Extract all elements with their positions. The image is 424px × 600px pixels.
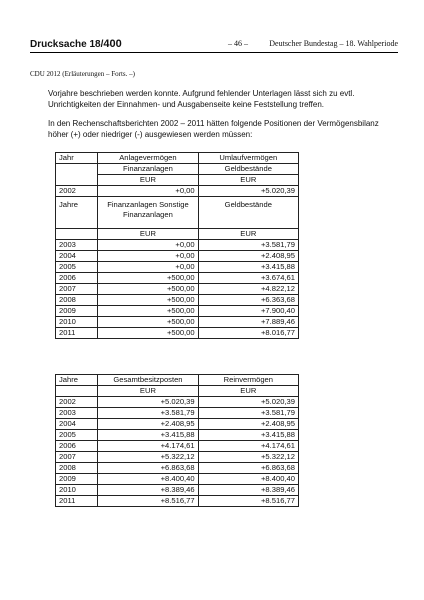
cell-year: 2007 [56,284,98,295]
cell-value: +500,00 [98,295,198,306]
cell-year: 2006 [56,441,98,452]
col-header-total-assets: Gesamtbesitzposten [98,375,198,386]
table-row [56,240,299,251]
table-header-row [56,229,299,240]
cell-value: +500,00 [98,306,198,317]
asset-table [55,152,299,339]
cell-year: 2010 [56,317,98,328]
unit-label: EUR [198,386,298,397]
cell-value: +5.020,39 [198,397,298,408]
cell-value: +8.016,77 [198,328,298,339]
cell-value: +4.174,61 [198,441,298,452]
col-header-net-assets: Reinvermögen [198,375,298,386]
cell-value: +0,00 [98,186,198,197]
table-row [56,474,299,485]
cell-value: +3.581,79 [198,240,298,251]
cell-value: +500,00 [98,273,198,284]
col-header-year: Jahr [56,153,98,164]
table-row [56,441,299,452]
col-subheader: Geldbestände [198,164,298,175]
cell-value: +500,00 [98,317,198,328]
table-header-row [56,386,299,397]
cell-year: 2007 [56,452,98,463]
cell-value: +7.889,46 [198,317,298,328]
cell-value: +3.674,61 [198,273,298,284]
cell-value: +5.020,39 [198,186,298,197]
cell-value: +8.389,46 [98,485,198,496]
table-row [56,419,299,430]
cell-value: +6.363,68 [198,295,298,306]
cell-value: +5.322,12 [98,452,198,463]
cell-value: +8.389,46 [198,485,298,496]
cell-year: 2009 [56,306,98,317]
blank-cell [56,164,98,175]
table-row [56,463,299,474]
unit-label: EUR [198,229,298,240]
cell-value: +3.415,88 [198,430,298,441]
table-row [56,262,299,273]
table-row [56,328,299,339]
table-header-row [56,197,299,229]
unit-label: EUR [198,175,298,186]
net-assets-table [55,374,299,507]
section-subheader: CDU 2012 (Erläuterungen – Forts. –) [30,70,135,78]
blank-cell [56,175,98,186]
table-row [56,284,299,295]
page-header [30,38,398,53]
col-header-year: Jahre [56,197,98,229]
cell-value: +4.174,61 [98,441,198,452]
col-header-current-assets: Umlaufvermögen [198,153,298,164]
table-row [56,273,299,284]
table-row [56,251,299,262]
cell-value: +2.408,95 [198,251,298,262]
cell-value: +500,00 [98,284,198,295]
cell-year: 2008 [56,463,98,474]
cell-year: 2005 [56,262,98,273]
cell-year: 2005 [56,430,98,441]
cell-value: +2.408,95 [98,419,198,430]
paragraph-2: In den Rechenschaftsberichten 2002 – 2011 hätten folgende Positionen der Vermögensbilanz höher (+) oder niedriger (-) ausgewiesen werden müssen: [48,119,379,139]
cell-value: +8.516,77 [98,496,198,507]
cell-year: 2006 [56,273,98,284]
cell-value: +7.900,40 [198,306,298,317]
cell-value: +3.581,79 [198,408,298,419]
table-row [56,485,299,496]
cell-value: +5.020,39 [98,397,198,408]
table-row [56,295,299,306]
page-number: – 46 – [228,39,248,48]
col-header-year: Jahre [56,375,98,386]
cell-value: +8.516,77 [198,496,298,507]
blank-cell [56,229,98,240]
col-header-financial-assets: Finanzanlagen Sonstige Finanzanlagen [98,197,198,229]
table-row [56,306,299,317]
cell-value: +0,00 [98,262,198,273]
cell-value: +5.322,12 [198,452,298,463]
table-header-row [56,175,299,186]
cell-year: 2004 [56,251,98,262]
cell-value: +3.581,79 [98,408,198,419]
cell-value: +8.400,40 [98,474,198,485]
cell-value: +0,00 [98,251,198,262]
table-row [56,452,299,463]
cell-year: 2003 [56,240,98,251]
table-row [56,496,299,507]
cell-value: +3.415,88 [198,262,298,273]
cell-year: 2011 [56,328,98,339]
cell-value: +2.408,95 [198,419,298,430]
col-header-fixed-assets: Anlagevermögen [98,153,198,164]
cell-year: 2002 [56,397,98,408]
table-row [56,186,299,197]
table-header-row [56,164,299,175]
document-number: Drucksache 18/400 [30,38,122,50]
table-header-row [56,375,299,386]
paragraph-1: Vorjahre beschrieben werden konnte. Aufgrund fehlender Unterlagen lässt sich zu evtl. Unrichtigkeiten der Einnahmen- und Ausgabenseite keine Feststellung treffen. [48,89,355,109]
unit-label: EUR [98,175,198,186]
cell-value: +6.863,68 [198,463,298,474]
cell-year: 2002 [56,186,98,197]
cell-year: 2009 [56,474,98,485]
table-row [56,430,299,441]
cell-year: 2003 [56,408,98,419]
cell-year: 2011 [56,496,98,507]
col-header-cash: Geldbestände [198,197,298,229]
cell-year: 2010 [56,485,98,496]
cell-value: +6.863,68 [98,463,198,474]
col-subheader: Finanzanlagen [98,164,198,175]
cell-value: +0,00 [98,240,198,251]
unit-label: EUR [98,386,198,397]
table-row [56,408,299,419]
table-header-row [56,153,299,164]
cell-value: +4.822,12 [198,284,298,295]
cell-value: +8.400,40 [198,474,298,485]
institution-label: Deutscher Bundestag – 18. Wahlperiode [269,39,398,48]
cell-value: +500,00 [98,328,198,339]
cell-year: 2008 [56,295,98,306]
cell-value: +3.415,88 [98,430,198,441]
blank-cell [56,386,98,397]
table-row [56,317,299,328]
cell-year: 2004 [56,419,98,430]
unit-label: EUR [98,229,198,240]
table-row [56,397,299,408]
